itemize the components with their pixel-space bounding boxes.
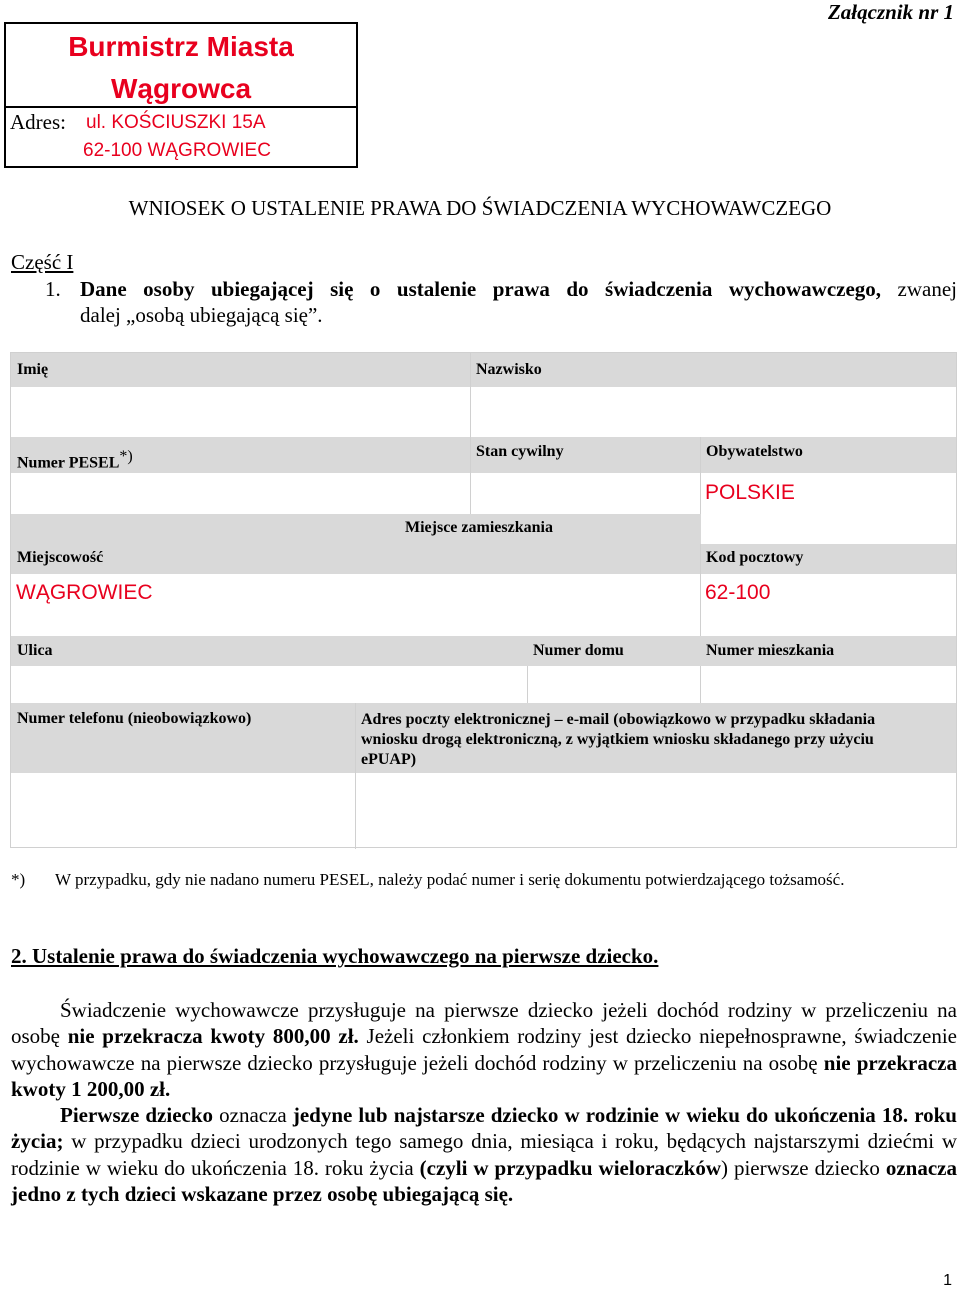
postal-code-value[interactable]: 62-100 [705, 581, 771, 604]
town-value[interactable]: WĄGROWIEC [16, 581, 153, 604]
section-1-number: 1. [45, 277, 61, 301]
address-street: ul. KOŚCIUSZKI 15A [86, 112, 266, 133]
section-1-text-line2: dalej „osobą ubiegającą się”. [80, 303, 323, 327]
page-number: 1 [943, 1272, 952, 1289]
house-number-label: Numer domu [533, 642, 624, 659]
document-title: WNIOSEK O USTALENIE PRAWA DO ŚWIADCZENIA WYCHOWAWCZEGO [128, 196, 832, 220]
last-name-label: Nazwisko [476, 361, 542, 378]
marital-status-field[interactable] [471, 473, 700, 515]
postal-code-label: Kod pocztowy [706, 549, 804, 566]
first-name-field[interactable] [11, 387, 470, 437]
footnote-mark: *) [11, 870, 26, 889]
pesel-footnote [11, 870, 845, 890]
street-field[interactable] [11, 666, 527, 703]
row-town-header [11, 544, 956, 574]
phone-field[interactable] [11, 773, 355, 847]
section-2-paragraph-2: Pierwsze dziecko oznacza jedyne lub najstarsze dziecko w rodzinie w wieku do ukończenia 18. roku życia; w przypadku dzieci urodzonych tego samego dnia, miesiąca i roku, będących najstarszymi dziećmi w rodzinie w wieku do ukończenia 18. roku życia (czyli w przypadku wieloraczków) pierwsze dziecko oznacza jedno z tych dzieci wskazane przez osobę ubiegającą się. [11, 1103, 957, 1206]
section-2-heading: 2. Ustalenie prawa do świadczenia wychowawczego na pierwsze dziecko. [11, 944, 659, 968]
part-label: Część I [11, 250, 74, 274]
flat-number-field[interactable] [701, 666, 956, 703]
addressee-name: Burmistrz Miasta Wągrowca [6, 24, 356, 108]
residence-label: Miejsce zamieszkania [405, 519, 553, 536]
last-name-field[interactable] [471, 387, 956, 437]
applicant-form [10, 352, 957, 848]
section-1-text: Dane osoby ubiegającej się o ustalenie prawa do świadczenia wychowawczego, zwanej [80, 277, 958, 301]
annex-label: Załącznik nr 1 [827, 0, 954, 24]
pesel-label: Numer PESEL*) [17, 448, 133, 472]
town-label: Miejscowość [17, 549, 104, 566]
email-field[interactable] [356, 773, 956, 847]
street-label: Ulica [17, 642, 53, 659]
first-name-label: Imię [17, 361, 49, 378]
flat-number-label: Numer mieszkania [706, 642, 835, 659]
residence-header-bg [11, 514, 701, 544]
email-label: Adres poczty elektronicznej – e-mail (obowiązkowo w przypadku składania wniosku drogą elektroniczną, z wyjątkiem wniosku składanego przy użyciu ePUAP) [361, 711, 876, 768]
house-number-field[interactable] [528, 666, 700, 703]
citizenship-value[interactable]: POLSKIE [705, 481, 795, 504]
phone-label: Numer telefonu (nieobowiązkowo) [17, 710, 252, 727]
footnote-text: W przypadku, gdy nie nadano numeru PESEL, należy podać numer i serię dokumentu potwierdzającego tożsamość. [55, 870, 845, 889]
section-2-paragraph-1: Świadczenie wychowawcze przysługuje na pierwsze dziecko jeżeli dochód rodziny w przeliczeniu na osobę nie przekracza kwoty 800,00 zł. Jeżeli członkiem rodziny jest dziecko niepełnosprawne, świadczenie wychowawcze na pierwsze dziecko przysługuje jeżeli dochód rodziny w przeliczeniu na osobę nie przekracza kwoty 1 200,00 zł. [11, 998, 958, 1101]
marital-status-label: Stan cywilny [476, 443, 564, 460]
pesel-field[interactable] [11, 473, 470, 515]
address-label: Adres: [10, 110, 66, 134]
citizenship-label: Obywatelstwo [706, 443, 803, 460]
address-city: 62-100 WĄGROWIEC [83, 140, 271, 161]
